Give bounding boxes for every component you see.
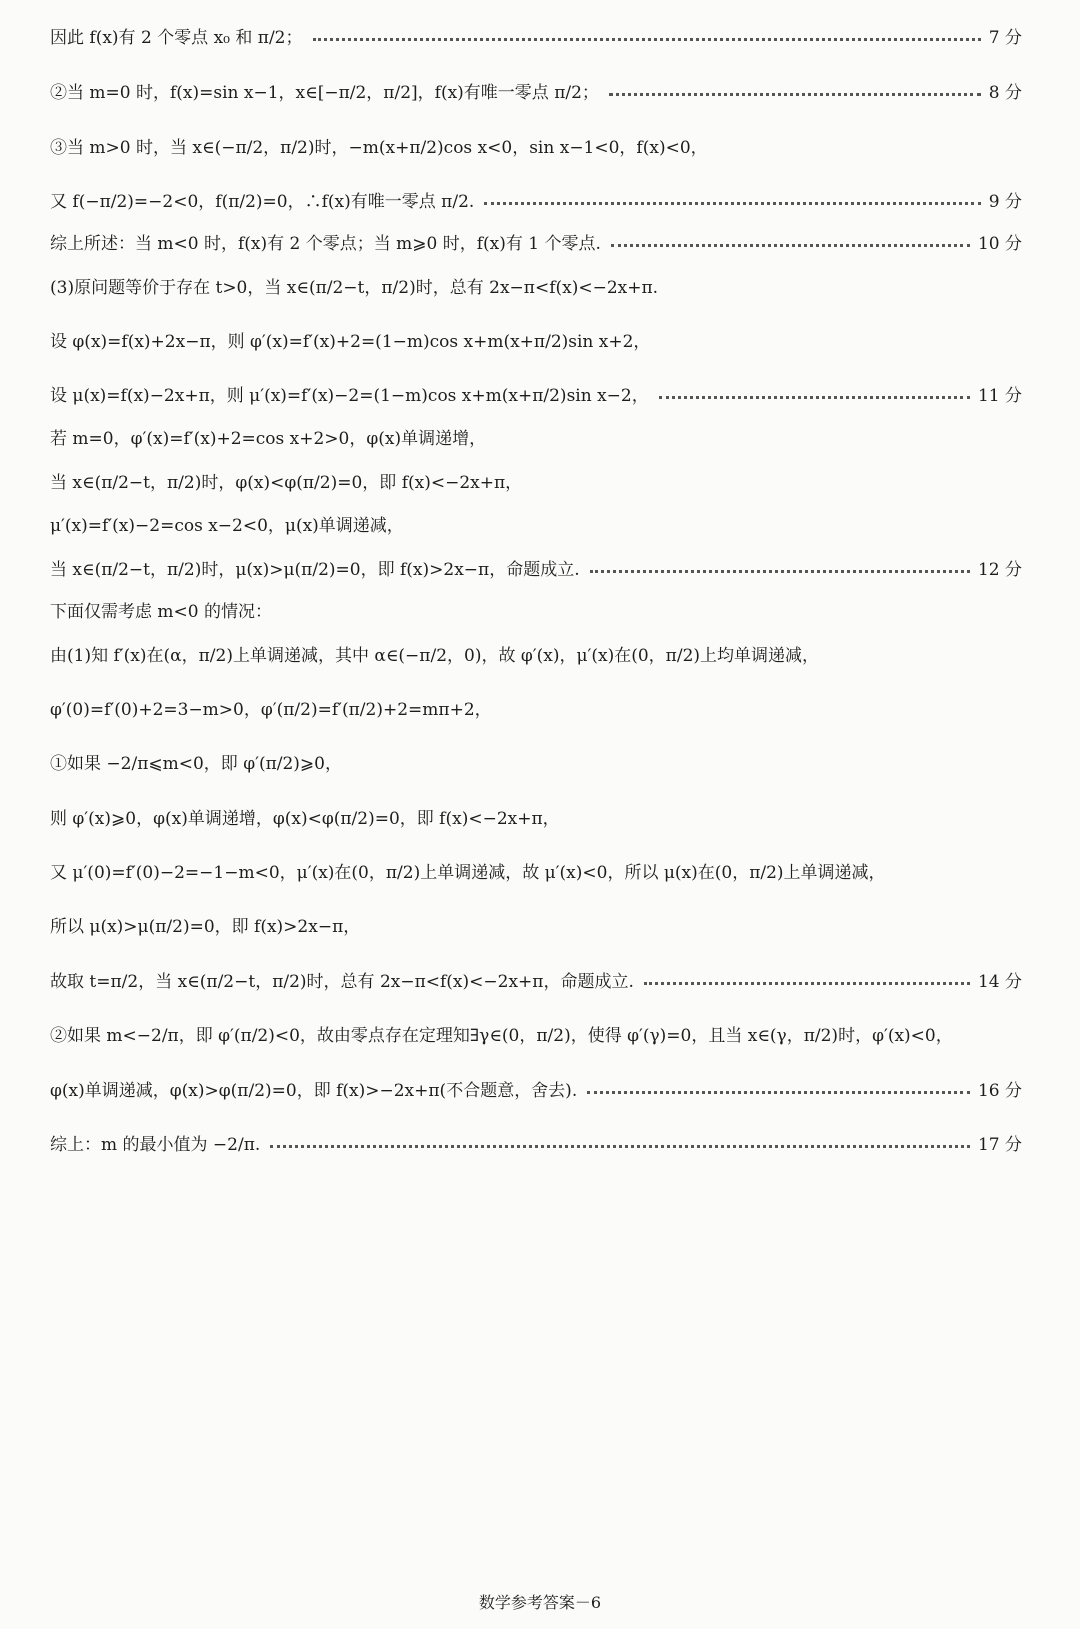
line-text: 因此 f(x)有 2 个零点 x₀ 和 π/2； (50, 28, 303, 48)
line-text: 设 φ(x)=f(x)+2x−π，则 φ′(x)=f′(x)+2=(1−m)cos x+m(x+π/2)sin x+2， (50, 332, 651, 352)
line-text: 设 μ(x)=f(x)−2x+π，则 μ′(x)=f′(x)−2=(1−m)cos x+m(x+π/2)sin x−2， (50, 386, 649, 406)
dotted-leader (611, 244, 970, 247)
score-label: 11 分 (977, 386, 1022, 406)
solution-line (50, 85, 1022, 102)
line-text: 当 x∈(π/2−t，π/2)时，φ(x)<φ(π/2)=0，即 f(x)<−2x+π， (50, 473, 523, 493)
solution-line (50, 756, 1022, 773)
solution-line (50, 334, 1022, 351)
solution-line (50, 562, 1022, 579)
score-label: 8 分 (988, 83, 1022, 103)
dotted-leader (270, 1145, 970, 1148)
score-label: 10 分 (977, 234, 1022, 254)
score-label: 16 分 (977, 1081, 1022, 1101)
solution-line (50, 388, 1022, 405)
solution-line (50, 702, 1022, 719)
line-text: ①如果 −2/π⩽m<0，即 φ′(π/2)⩾0， (50, 754, 342, 774)
page-footer: 数学参考答案－6 (478, 1593, 602, 1612)
dotted-leader (659, 396, 970, 399)
line-text: φ(x)单调递减，φ(x)>φ(π/2)=0，即 f(x)>−2x+π(不合题意，舍去). (50, 1081, 578, 1101)
solution-line (50, 280, 1022, 297)
dotted-leader (590, 570, 970, 573)
solution-line (50, 974, 1022, 991)
solution-line (50, 604, 1022, 621)
score-label: 12 分 (977, 560, 1022, 580)
score-label: 7 分 (988, 28, 1022, 48)
line-text: 下面仅需考虑 m<0 的情况： (50, 602, 272, 622)
dotted-leader (313, 38, 981, 41)
line-text: ③当 m>0 时，当 x∈(−π/2，π/2)时，−m(x+π/2)cos x<0，sin x−1<0，f(x)<0， (50, 138, 708, 158)
solution-line (50, 431, 1022, 448)
score-label: 9 分 (988, 192, 1022, 212)
solution-line (50, 811, 1022, 828)
line-text: μ′(x)=f′(x)−2=cos x−2<0，μ(x)单调递减， (50, 516, 404, 536)
line-text: 由(1)知 f′(x)在(α，π/2)上单调递减，其中 α∈(−π/2，0)，故 φ′(x)，μ′(x)在(0，π/2)上均单调递减， (50, 646, 820, 666)
solution-line (50, 919, 1022, 936)
solution-line (50, 30, 1022, 47)
solution-line (50, 518, 1022, 535)
line-text: 当 x∈(π/2−t，π/2)时，μ(x)>μ(π/2)=0，即 f(x)>2x−π，命题成立. (50, 560, 580, 580)
solution-line (50, 648, 1022, 665)
score-label: 17 分 (977, 1135, 1022, 1155)
line-text: 所以 μ(x)>μ(π/2)=0，即 f(x)>2x−π， (50, 917, 361, 937)
line-text: ②如果 m<−2/π，即 φ′(π/2)<0，故由零点存在定理知∃γ∈(0，π/2)，使得 φ′(γ)=0，且当 x∈(γ，π/2)时，φ′(x)<0， (50, 1026, 953, 1046)
line-text: φ′(0)=f′(0)+2=3−m>0，φ′(π/2)=f′(π/2)+2=mπ+2， (50, 700, 492, 720)
dotted-leader (484, 202, 980, 205)
solution-line (50, 140, 1022, 157)
line-text: 又 f(−π/2)=−2<0，f(π/2)=0，∴f(x)有唯一零点 π/2. (50, 192, 475, 212)
dotted-leader (609, 93, 981, 96)
dotted-leader (644, 982, 970, 985)
line-text: 则 φ′(x)⩾0，φ(x)单调递增，φ(x)<φ(π/2)=0，即 f(x)<−2x+π， (50, 809, 560, 829)
line-text: 综上：m 的最小值为 −2/π. (50, 1135, 261, 1155)
solution-line (50, 194, 1022, 211)
line-text: 若 m=0，φ′(x)=f′(x)+2=cos x+2>0，φ(x)单调递增， (50, 429, 487, 449)
line-text: 又 μ′(0)=f′(0)−2=−1−m<0，μ′(x)在(0，π/2)上单调递减，故 μ′(x)<0，所以 μ(x)在(0，π/2)上单调递减， (50, 863, 886, 883)
dotted-leader (587, 1091, 970, 1094)
solution-line (50, 236, 1022, 253)
solution-line (50, 1028, 1022, 1045)
line-text: ②当 m=0 时，f(x)=sin x−1，x∈[−π/2，π/2]，f(x)有唯一零点 π/2； (50, 83, 599, 103)
solution-line (50, 1137, 1022, 1154)
solution-line (50, 475, 1022, 492)
line-text: 综上所述：当 m<0 时，f(x)有 2 个零点；当 m⩾0 时，f(x)有 1 个零点. (50, 234, 601, 254)
score-label: 14 分 (977, 972, 1022, 992)
line-text: 故取 t=π/2，当 x∈(π/2−t，π/2)时，总有 2x−π<f(x)<−2x+π，命题成立. (50, 972, 634, 992)
solution-line (50, 1083, 1022, 1100)
solution-line (50, 865, 1022, 882)
line-text: (3)原问题等价于存在 t>0，当 x∈(π/2−t，π/2)时，总有 2x−π<f(x)<−2x+π. (50, 278, 659, 298)
